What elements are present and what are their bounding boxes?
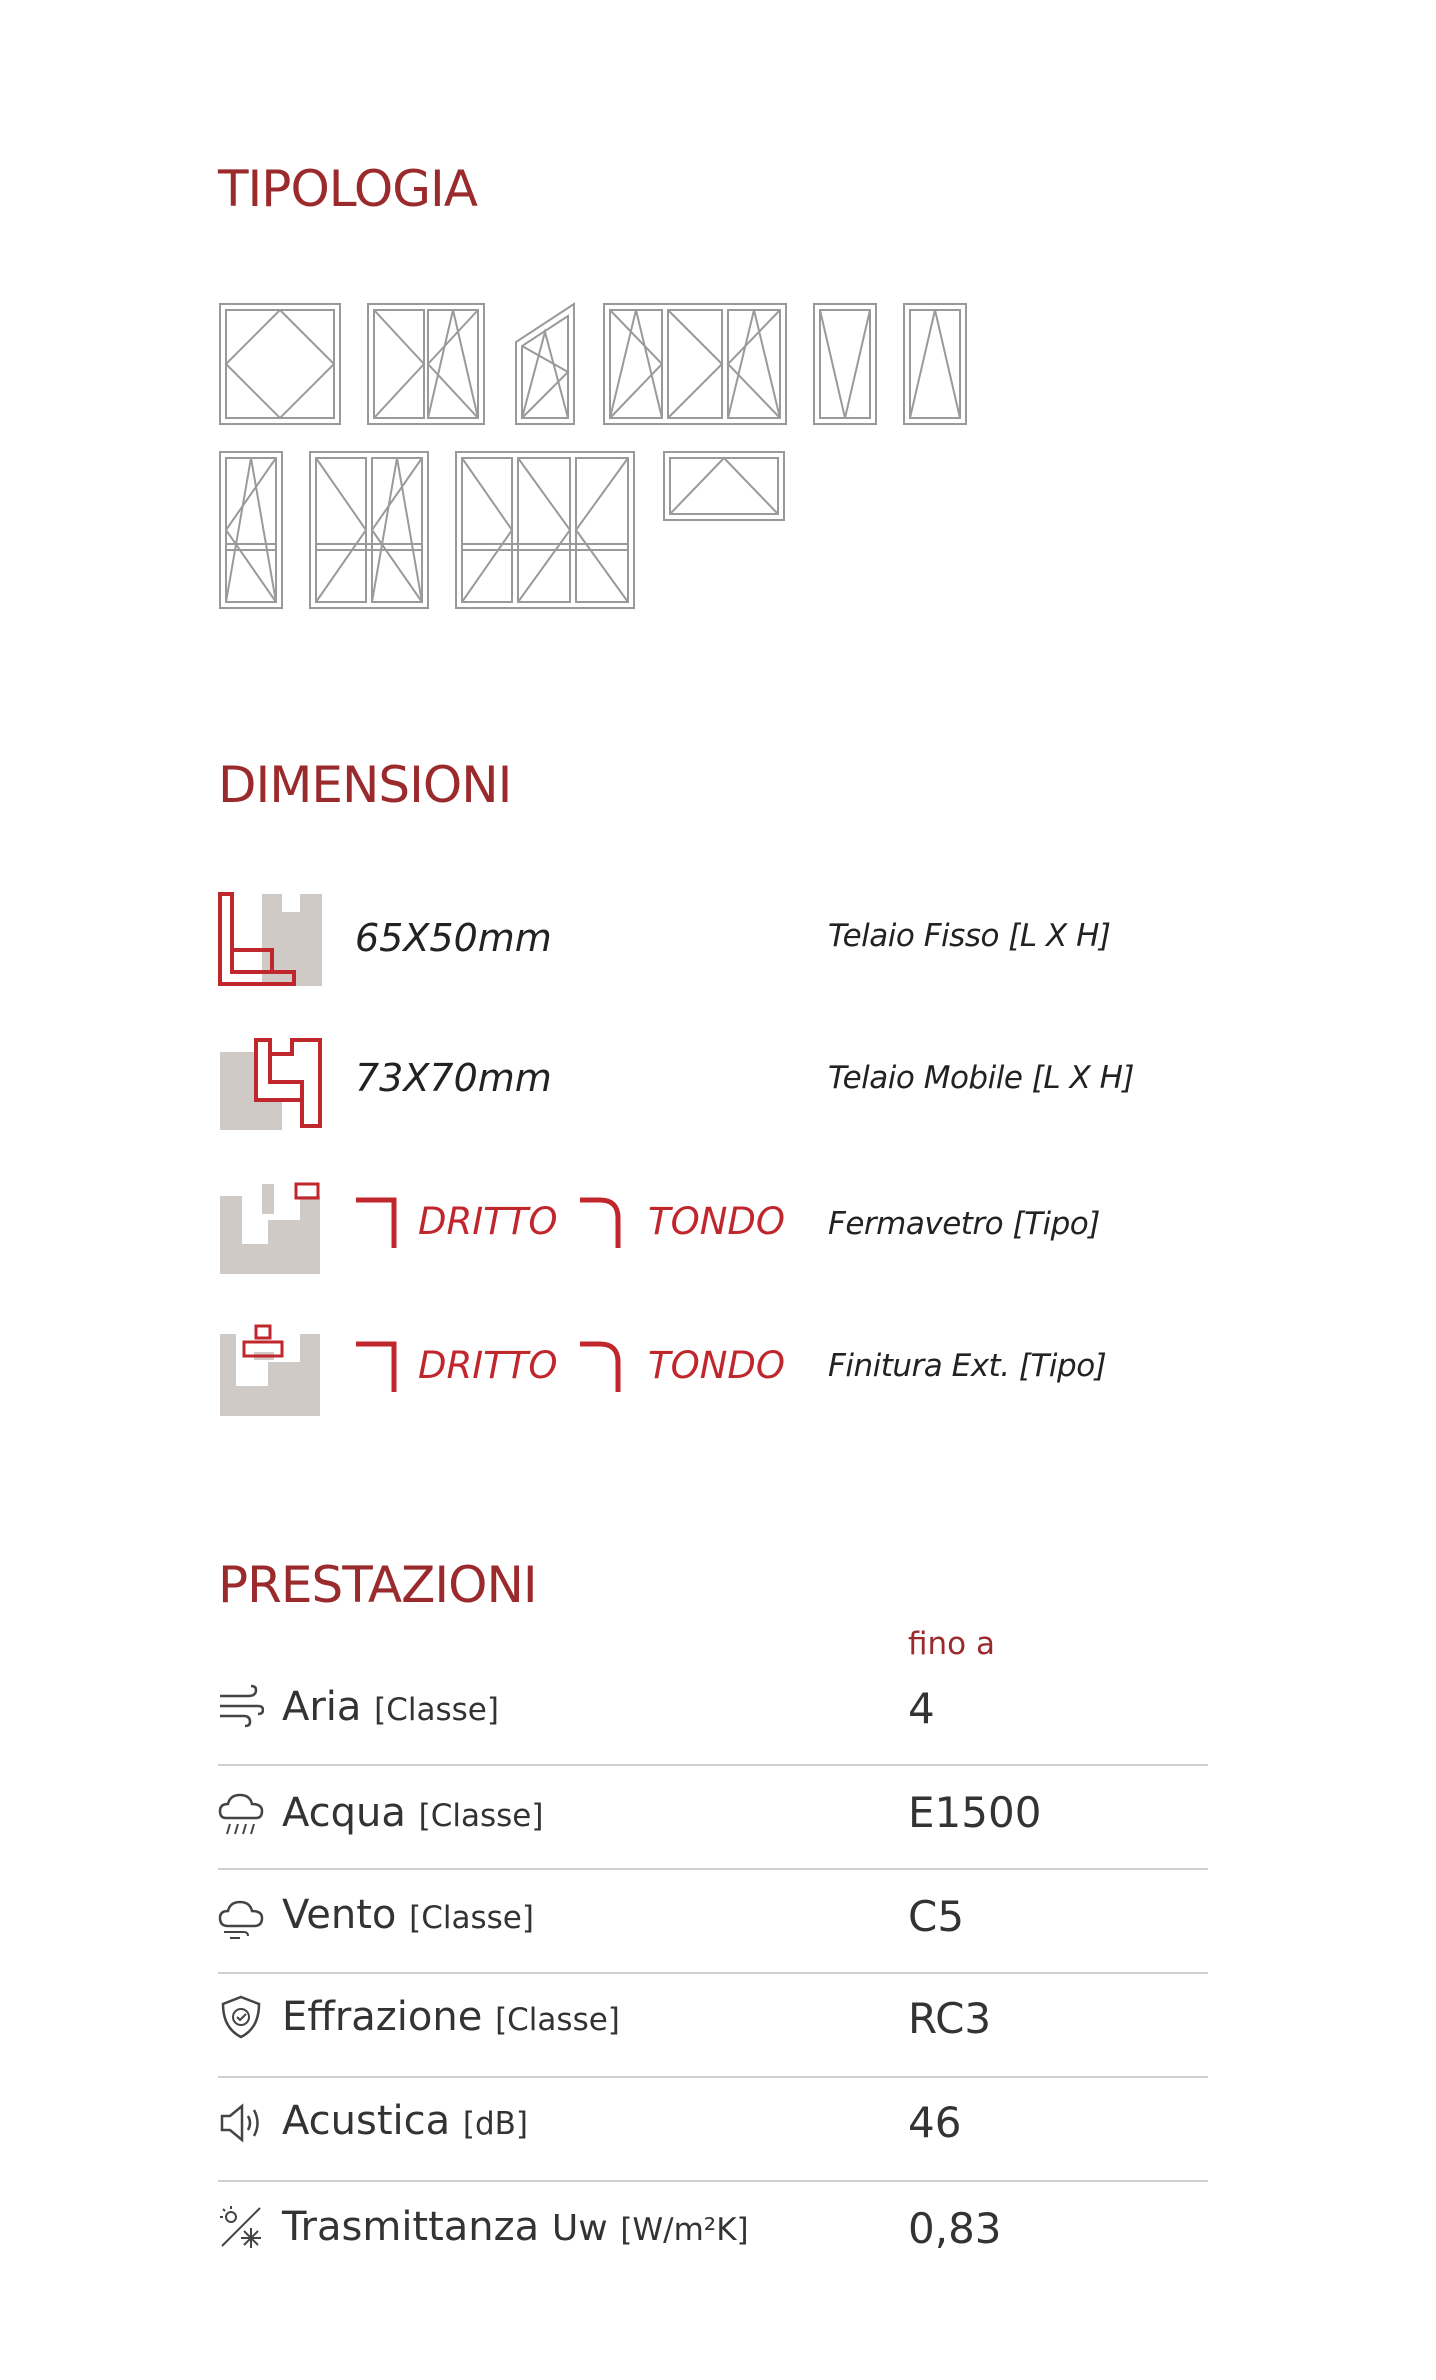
finish-option-round: TONDO (648, 1344, 786, 1387)
performance-name: Aria (282, 1684, 362, 1730)
shield-icon (218, 1994, 264, 2040)
performance-row-burglary (218, 1974, 1208, 2078)
window-transom-icon (662, 450, 786, 522)
performance-unit: [Classe] (374, 1692, 499, 1728)
wind-cloud-icon (218, 1896, 264, 1942)
performance-name: Vento (282, 1892, 397, 1938)
snowflake-sun-icon (218, 2204, 264, 2250)
performance-value: 4 (908, 1684, 935, 1733)
performance-unit: [Classe] (418, 1798, 544, 1834)
performance-unit-prefix: Uw (551, 2208, 608, 2249)
section-title-tipologia: TIPOLOGIA (218, 160, 477, 218)
performance-value: C5 (908, 1892, 965, 1941)
door-double-icon (308, 450, 430, 610)
window-tilt-narrow-icon (812, 302, 878, 426)
sash-frame-size: 73X70mm (355, 1056, 552, 1100)
exterior-finish-profile-icon (218, 1322, 322, 1416)
bead-option-round: TONDO (648, 1200, 786, 1243)
bead-option-straight: DRITTO (418, 1200, 558, 1243)
window-triple-sash-icon (602, 302, 788, 426)
window-fixed-diamond-icon (218, 302, 342, 426)
round-finish-icon (578, 1340, 624, 1394)
fixed-frame-label: Telaio Fisso [L X H] (828, 918, 1111, 954)
performance-value: E1500 (908, 1788, 1042, 1837)
performance-name: Effrazione (282, 1994, 483, 2040)
window-double-sash-icon (366, 302, 486, 426)
window-trapezoid-icon (512, 302, 578, 426)
performance-unit: [dB] (462, 2106, 529, 2142)
performance-row-acoustic (218, 2078, 1208, 2182)
performance-row-thermal (218, 2182, 1208, 2286)
round-bead-icon (578, 1196, 624, 1250)
section-title-prestazioni: PRESTAZIONI (218, 1556, 537, 1614)
exterior-finish-label: Finitura Ext. [Tipo] (828, 1348, 1107, 1384)
performance-unit: [Classe] (495, 2002, 620, 2038)
door-triple-icon (454, 450, 636, 610)
sash-frame-label: Telaio Mobile [L X H] (828, 1060, 1134, 1096)
performance-row-water (218, 1766, 1208, 1870)
performance-name: Acqua (282, 1790, 406, 1836)
performance-value: RC3 (908, 1994, 992, 2043)
speaker-icon (218, 2100, 264, 2146)
window-tilt-narrow-alt-icon (902, 302, 968, 426)
column-header-up-to: fino a (908, 1626, 995, 1662)
performance-value: 0,83 (908, 2204, 1002, 2253)
performance-name: Acustica (282, 2098, 451, 2144)
straight-finish-icon (354, 1340, 400, 1394)
glazing-bead-label: Fermavetro [Tipo] (828, 1206, 1100, 1242)
performance-row-air (218, 1662, 1208, 1766)
straight-bead-icon (354, 1196, 400, 1250)
fixed-frame-size: 65X50mm (355, 916, 552, 960)
rain-cloud-icon (218, 1792, 264, 1838)
fixed-frame-profile-icon (218, 892, 322, 986)
glazing-bead-profile-icon (218, 1180, 322, 1274)
finish-option-straight: DRITTO (418, 1344, 558, 1387)
sash-frame-profile-icon (218, 1036, 322, 1130)
door-single-icon (218, 450, 284, 610)
section-title-dimensioni: DIMENSIONI (218, 756, 512, 814)
performance-unit: [Classe] (409, 1900, 534, 1936)
performance-value: 46 (908, 2098, 962, 2147)
performance-name: Trasmittanza (282, 2204, 540, 2250)
performance-row-wind (218, 1870, 1208, 1974)
performance-unit: [W/m²K] (620, 2212, 749, 2248)
wind-icon (218, 1684, 264, 1730)
